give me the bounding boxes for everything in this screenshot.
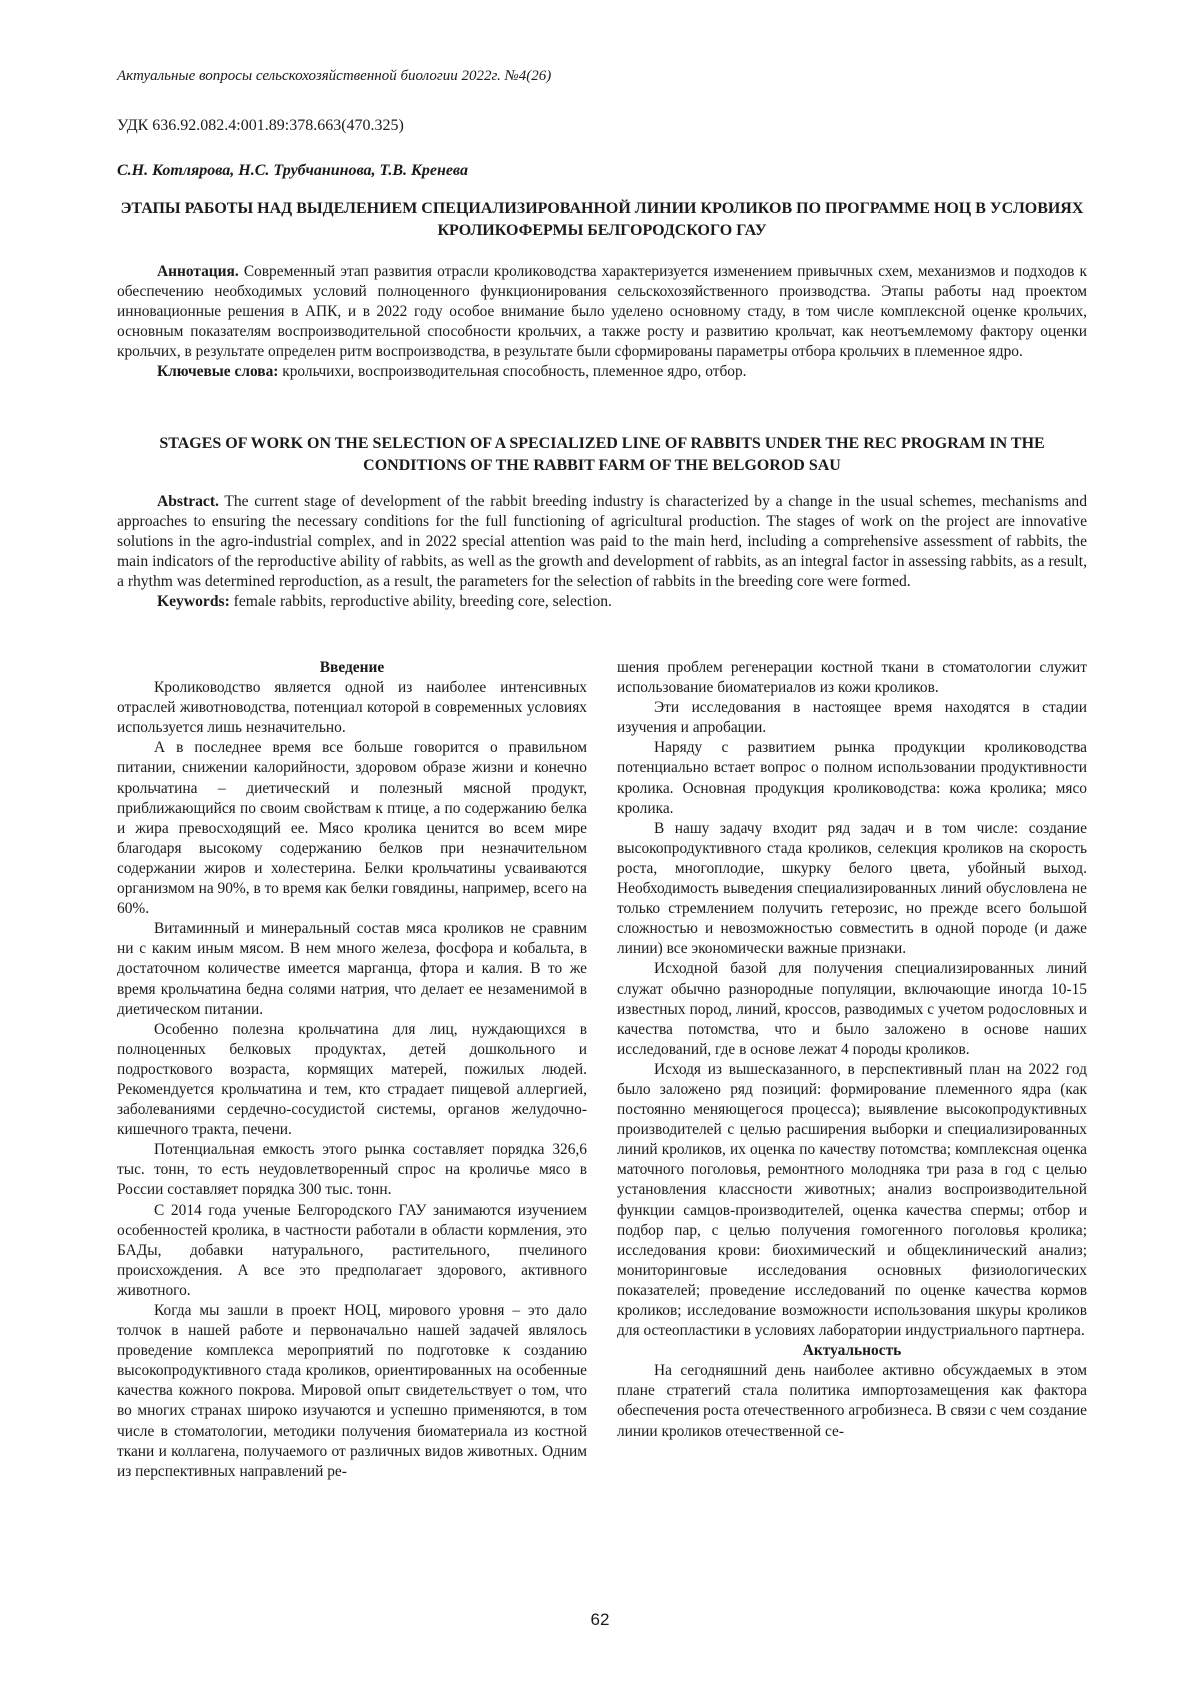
udk-code: УДК 636.92.082.4:001.89:378.663(470.325): [117, 117, 404, 134]
paragraph: Эти исследования в настоящее время находятся в стадии изучения и апробации.: [617, 699, 1087, 737]
paragraph: Кролиководство является одной из наиболее интенсивных отраслей животноводства, потенциал которой в современных условиях используется лишь незначительно.: [117, 679, 587, 737]
title-ru: ЭТАПЫ РАБОТЫ НАД ВЫДЕЛЕНИЕМ СПЕЦИАЛИЗИРОВАННОЙ ЛИНИИ КРОЛИКОВ ПО ПРОГРАММЕ НОЦ В УСЛОВИЯХ КРОЛИКОФЕРМЫ БЕЛГОРОДСКОГО ГАУ: [120, 200, 1084, 239]
keywords-en-text: female rabbits, reproductive ability, breeding core, selection.: [229, 593, 612, 610]
title-en: STAGES OF WORK ON THE SELECTION OF A SPECIALIZED LINE OF RABBITS UNDER THE REC PROGRAM IN THE CONDITIONS OF THE RABBIT FARM OF THE BELGOROD SAU: [159, 435, 1045, 474]
paragraph: шения проблем регенерации костной ткани в стоматологии служит использование биоматериалов из кожи кроликов.: [617, 659, 1087, 697]
section-heading-relevance: Актуальность: [802, 1342, 902, 1360]
paragraph: Особенно полезна крольчатина для лиц, нуждающихся в полноценных белковых продуктах, детей дошкольного и подросткового возраста, кормящих матерей, пожилых людей. Рекомендуется крольчатина и тем, кто страдает пищевой аллергией, заболеваниями сердечно-сосудистой системы, органов желудочно-кишечного тракта, печени.: [117, 1020, 587, 1139]
left-column: [117, 658, 587, 1482]
paragraph: Когда мы зашли в проект НОЦ, мирового уровня – это дало толчок в нашей работе и первоначально нашей задачей являлось проведение комплекса мероприятий по подготовке к созданию высокопродуктивного стада кроликов, ориентированных на особенные качества кожного покрова. Мировой опыт свидетельствует о том, что во многих странах широко изучаются и успешно применяются, в том числе в стоматологии, методики получения биоматериала из костной ткани и коллагена, получаемого от различных видов животных. Одним из перспективных направлений ре-: [117, 1302, 587, 1480]
section-heading-introduction: Введение: [319, 659, 385, 676]
annotation-text: Современный этап развития отрасли кролиководства характеризуется изменением привычных схем, механизмов и подходов к обеспечению необходимых условий полноценного функционирования сельскохозяйственного производства. Этапы работы над проектом инновационные решения в АПК, и в 2022 году особое внимание было уделено основному стаду, в том числе комплексной оценке крольчих, основным показателям воспроизводительной способности крольчих, а также росту и развитию крольчат, как неотъемлемому фактору оценки крольчих, в результате определен ритм воспроизводства, в результате были сформированы параметры отбора крольчих в племенное ядро.: [117, 263, 1087, 360]
keywords-en-label: Keywords:: [157, 593, 230, 610]
paragraph: В нашу задачу входит ряд задач и в том числе: создание высокопродуктивного стада кроликов, селекция кроликов на скорость роста, многоплодие, шкурку белого цвета, убойный выход. Необходимость выведения специализированных линий обусловлена не только стремлением получить гетерозис, но прежде всего большой сложностью и невозможностью совместить в одной породе (и даже линии) все экономически важные признаки.: [617, 819, 1087, 958]
paragraph: Витаминный и минеральный состав мяса кроликов не сравним ни с каким иным мясом. В нем много железа, фосфора и кобальта, в достаточном количестве имеется марганца, фтора и калия. В то же время крольчатина бедна солями натрия, что делает ее незаменимой в диетическом питании.: [117, 920, 587, 1018]
journal-header: Актуальные вопросы сельскохозяйственной биологии 2022г. №4(26): [117, 68, 552, 84]
paragraph: Наряду с развитием рынка продукции кролиководства потенциально встает вопрос о полном использовании продуктивности кролика. Основная продукция кролиководства: кожа кролика; мясо кролика.: [617, 739, 1087, 817]
annotation: [117, 262, 1087, 362]
paragraph: А в последнее время все больше говорится о правильном питании, снижении калорийности, здоровом образе жизни и конечно крольчатина – диетический и полезный мясной продукт, приближающийся по своим свойствам к птице, а по содержанию белка и жира превосходящий ее. Мясо кролика ценится во всем мире благодаря высокому содержанию белков при незначительном содержании жиров и холестерина. Белки крольчатины усваиваются организмом на 90%, в то время как белки говядины, например, всего на 60%.: [117, 739, 587, 918]
keywords-ru-label: Ключевые слова:: [157, 363, 279, 380]
paragraph: Исходя из вышесказанного, в перспективный план на 2022 год было заложено ряд позиций: формирование племенного ядра (как постоянно меняющегося процесса); выявление высокопродуктивных производителей с целью расширения выборки и специализированных линий кроликов, их оценка по качеству потомства; комплексная оценка маточного поголовья, ремонтного молодняка три раза в год с целью установления классности животных; анализ воспроизводительной функции самцов-производителей, оценка качества спермы; отбор и подбор пар, с целью получения гомогенного поголовья кролика; исследования крови: биохимический и общеклинический анализ; мониторинговые исследования основных физиологических показателей; проведение исследований по оценке качества кормов кроликов; исследование возможности использования шкуры кроликов для остеопластики в условиях лаборатории индустриального партнера.: [617, 1060, 1087, 1340]
right-column: [617, 658, 1087, 1442]
page-number: 62: [590, 1610, 610, 1629]
keywords-ru: [117, 362, 1087, 382]
abstract-label: Abstract.: [157, 493, 219, 510]
paragraph: Потенциальная емкость этого рынка составляет порядка 326,6 тыс. тонн, то есть неудовлетворенный спрос на кроличье мясо в России составляет порядка 300 тыс. тонн.: [117, 1141, 587, 1199]
annotation-label: Аннотация.: [157, 263, 239, 280]
paragraph: Исходной базой для получения специализированных линий служат обычно разнородные популяции, включающие иногда 10-15 известных пород, линий, кроссов, разводимых с учетом родословных и качества потомства, что и было заложено в основе наших исследований, где в основе лежат 4 породы кроликов.: [617, 960, 1087, 1058]
authors: С.Н. Котлярова, Н.С. Трубчанинова, Т.В. Кренева: [117, 162, 468, 179]
keywords-ru-text: крольчихи, воспроизводительная способность, племенное ядро, отбор.: [278, 363, 747, 380]
paragraph: На сегодняшний день наиболее активно обсуждаемых в этом плане стратегий стала политика импортозамещения как фактора обеспечения роста отечественного агробизнеса. В связи с чем создание линии кроликов отечественной се-: [617, 1362, 1087, 1440]
keywords-en: [117, 592, 1087, 612]
abstract-block: [117, 492, 1087, 612]
paragraph: С 2014 года ученые Белгородского ГАУ занимаются изучением особенностей кролика, в частности работали в области кормления, это БАДы, добавки натурального, растительного, пчелиного происхождения. А все это предполагает здорового, активного животного.: [117, 1201, 587, 1299]
abstract-text: The current stage of development of the rabbit breeding industry is characterized by a change in the usual schemes, mechanisms and approaches to ensuring the necessary conditions for the full functioning of agricultural production. The stages of work on the project are innovative solutions in the agro-industrial complex, and in 2022 special attention was paid to the main herd, including a comprehensive assessment of rabbits, the main indicators of the reproductive ability of rabbits, as well as the growth and development of rabbits, as an integral factor in assessing rabbits, as a result, a rhythm was determined reproduction, as a result, the parameters for the selection of rabbits in the breeding core were formed.: [117, 493, 1087, 590]
abstract: [117, 492, 1087, 592]
annotation-block: [117, 262, 1087, 382]
